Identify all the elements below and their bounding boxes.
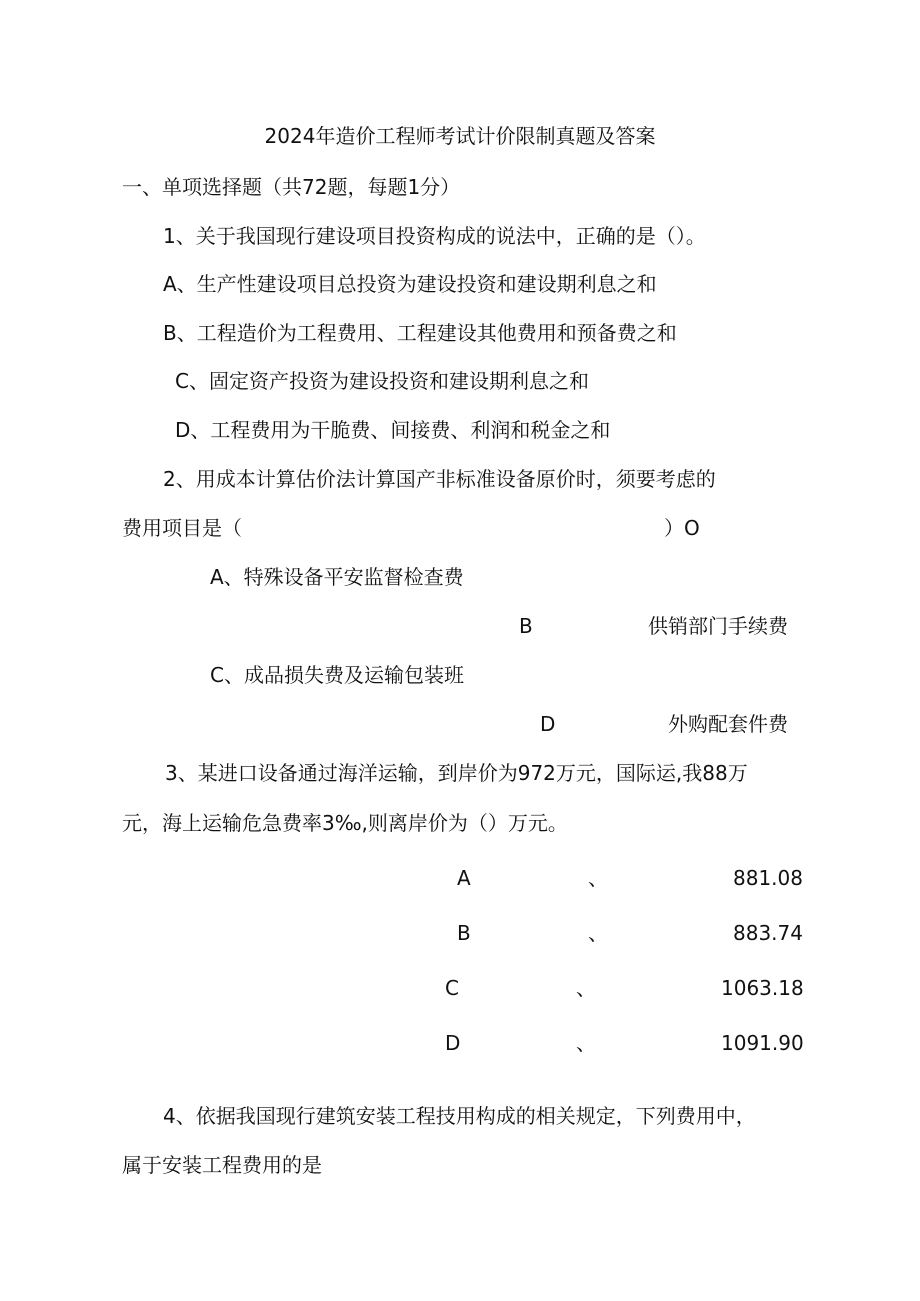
- q2-option-a: A、特殊设备平安监督检查费: [210, 565, 464, 589]
- q3-option-b-sep: 、: [588, 921, 608, 945]
- q1-option-d: D、工程费用为干脆费、间接费、利润和税金之和: [175, 418, 611, 442]
- q3-option-a-letter: A: [457, 866, 471, 890]
- q1-option-b: B、工程造价为工程费用、工程建设其他费用和预备费之和: [163, 321, 677, 345]
- q3-option-d-letter: D: [445, 1031, 461, 1055]
- q3-option-d-sep: 、: [576, 1031, 596, 1055]
- section-heading: 一、单项选择题（共72题，每题1分）: [122, 175, 461, 199]
- document-title: 2024年造价工程师考试计价限制真题及答案: [264, 124, 656, 148]
- q3-stem-line1: 3、某进口设备通过海洋运输，到岸价为972万元，国际运,我88万: [165, 761, 748, 785]
- q2-option-c: C、成品损失费及运输包装班: [210, 663, 464, 687]
- q4-stem-line2: 属于安装工程费用的是: [122, 1153, 322, 1177]
- q3-option-c-value: 1063.18: [721, 976, 804, 1000]
- q1-stem: 1、关于我国现行建设项目投资构成的说法中，正确的是（）。: [163, 224, 706, 248]
- q3-option-a-value: 881.08: [733, 866, 803, 890]
- q3-option-c-letter: C: [445, 976, 459, 1000]
- q3-option-a-sep: 、: [588, 866, 608, 890]
- q3-option-b-letter: B: [457, 921, 471, 945]
- q2-stem-line1: 2、用成本计算估价法计算国产非标准设备原价时，须要考虑的: [163, 467, 716, 491]
- q1-option-a: A、生产性建设项目总投资为建设投资和建设期利息之和: [163, 272, 657, 296]
- q3-stem-line2: 元，海上运输危急费率3‰,则离岸价为（）万元。: [122, 811, 568, 835]
- q2-stem-line2-left: 费用项目是（: [122, 516, 242, 540]
- q2-option-b-text: 供销部门手续费: [648, 614, 788, 638]
- q2-option-d-letter: D: [540, 712, 556, 736]
- q3-option-d-value: 1091.90: [721, 1031, 804, 1055]
- q1-option-c: C、固定资产投资为建设投资和建设期利息之和: [175, 369, 589, 393]
- q2-stem-line2-right: ）O: [664, 516, 700, 540]
- q2-option-d-text: 外购配套件费: [668, 712, 788, 736]
- q2-option-b-letter: B: [519, 614, 533, 638]
- q3-option-b-value: 883.74: [733, 921, 803, 945]
- q3-option-c-sep: 、: [576, 976, 596, 1000]
- q4-stem-line1: 4、依据我国现行建筑安装工程技用构成的相关规定，下列费用中，: [163, 1104, 756, 1128]
